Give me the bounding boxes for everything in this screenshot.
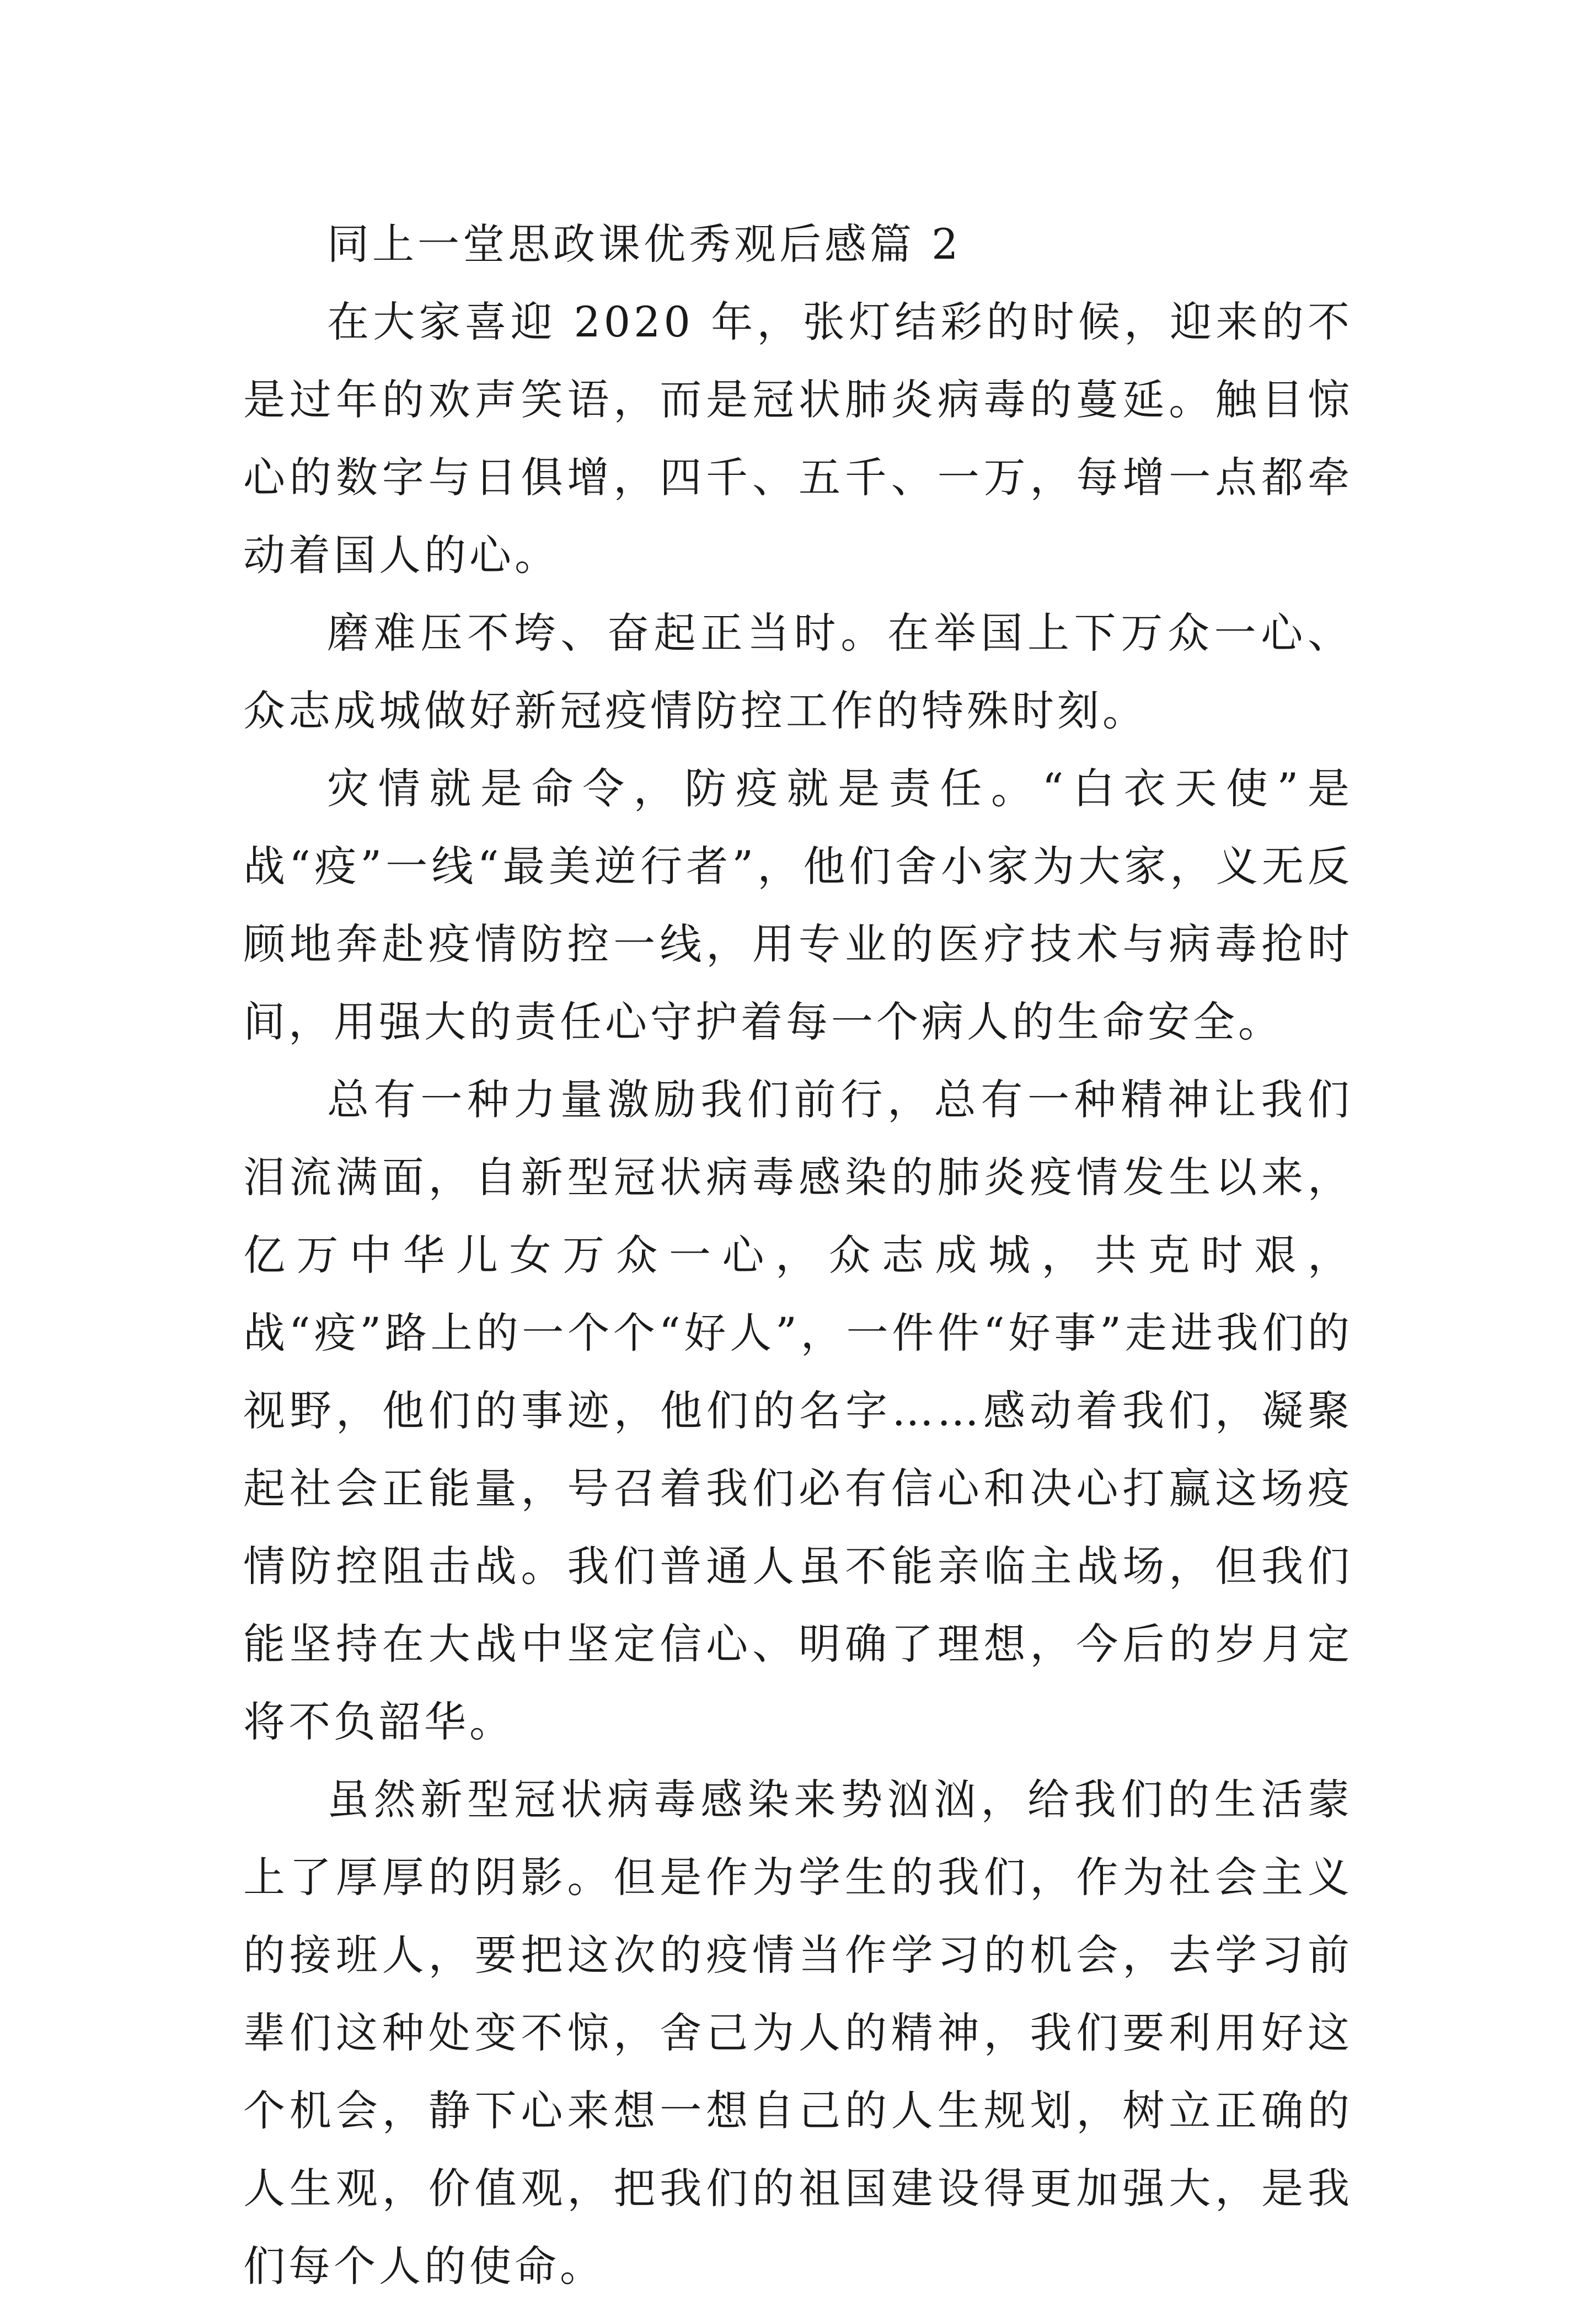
paragraph-1: 在大家喜迎 2020 年，张灯结彩的时候，迎来的不是过年的欢声笑语，而是冠状肺炎病毒的蔓延。触目惊心的数字与日俱增，四千、五千、一万，每增一点都牵动着国人的心。 bbox=[243, 297, 1353, 580]
paragraph-5: 虽然新型冠状病毒感染来势汹汹，给我们的生活蒙上了厚厚的阴影。但是作为学生的我们，作为社会主义的接班人，要把这次的疫情当作学习的机会，去学习前辈们这种处变不惊，舍己为人的精神，我们要利用好这个机会，静下心来想一想自己的人生规划，树立正确的人生观，价值观，把我们的祖国建设得更加强大，是我们每个人的使命。 bbox=[243, 1775, 1353, 2291]
document-heading: 同上一堂思政课优秀观后感篇 2 bbox=[327, 220, 962, 269]
paragraph-3: 灾情就是命令，防疫就是责任。“白衣天使”是战“疫”一线“最美逆行者”，他们舍小家为大家，义无反顾地奔赴疫情防控一线，用专业的医疗技术与病毒抢时间，用强大的责任心守护着每一个病人的生命安全。 bbox=[243, 764, 1353, 1046]
document-body bbox=[243, 205, 1353, 2305]
paragraph-4: 总有一种力量激励我们前行，总有一种精神让我们泪流满面，自新型冠状病毒感染的肺炎疫情发生以来，亿万中华儿女万众一心，众志成城，共克时艰，战“疫”路上的一个个“好人”，一件件“好事”走进我们的视野，他们的事迹，他们的名字……感动着我们，凝聚起社会正能量，号召着我们必有信心和决心打赢这场疫情防控阻击战。我们普通人虽不能亲临主战场，但我们能坚持在大战中坚定信心、明确了理想，今后的岁月定将不负韶华。 bbox=[243, 1075, 1353, 1746]
paragraph-2: 磨难压不垮、奋起正当时。在举国上下万众一心、众志成城做好新冠疫情防控工作的特殊时刻。 bbox=[243, 608, 1353, 735]
